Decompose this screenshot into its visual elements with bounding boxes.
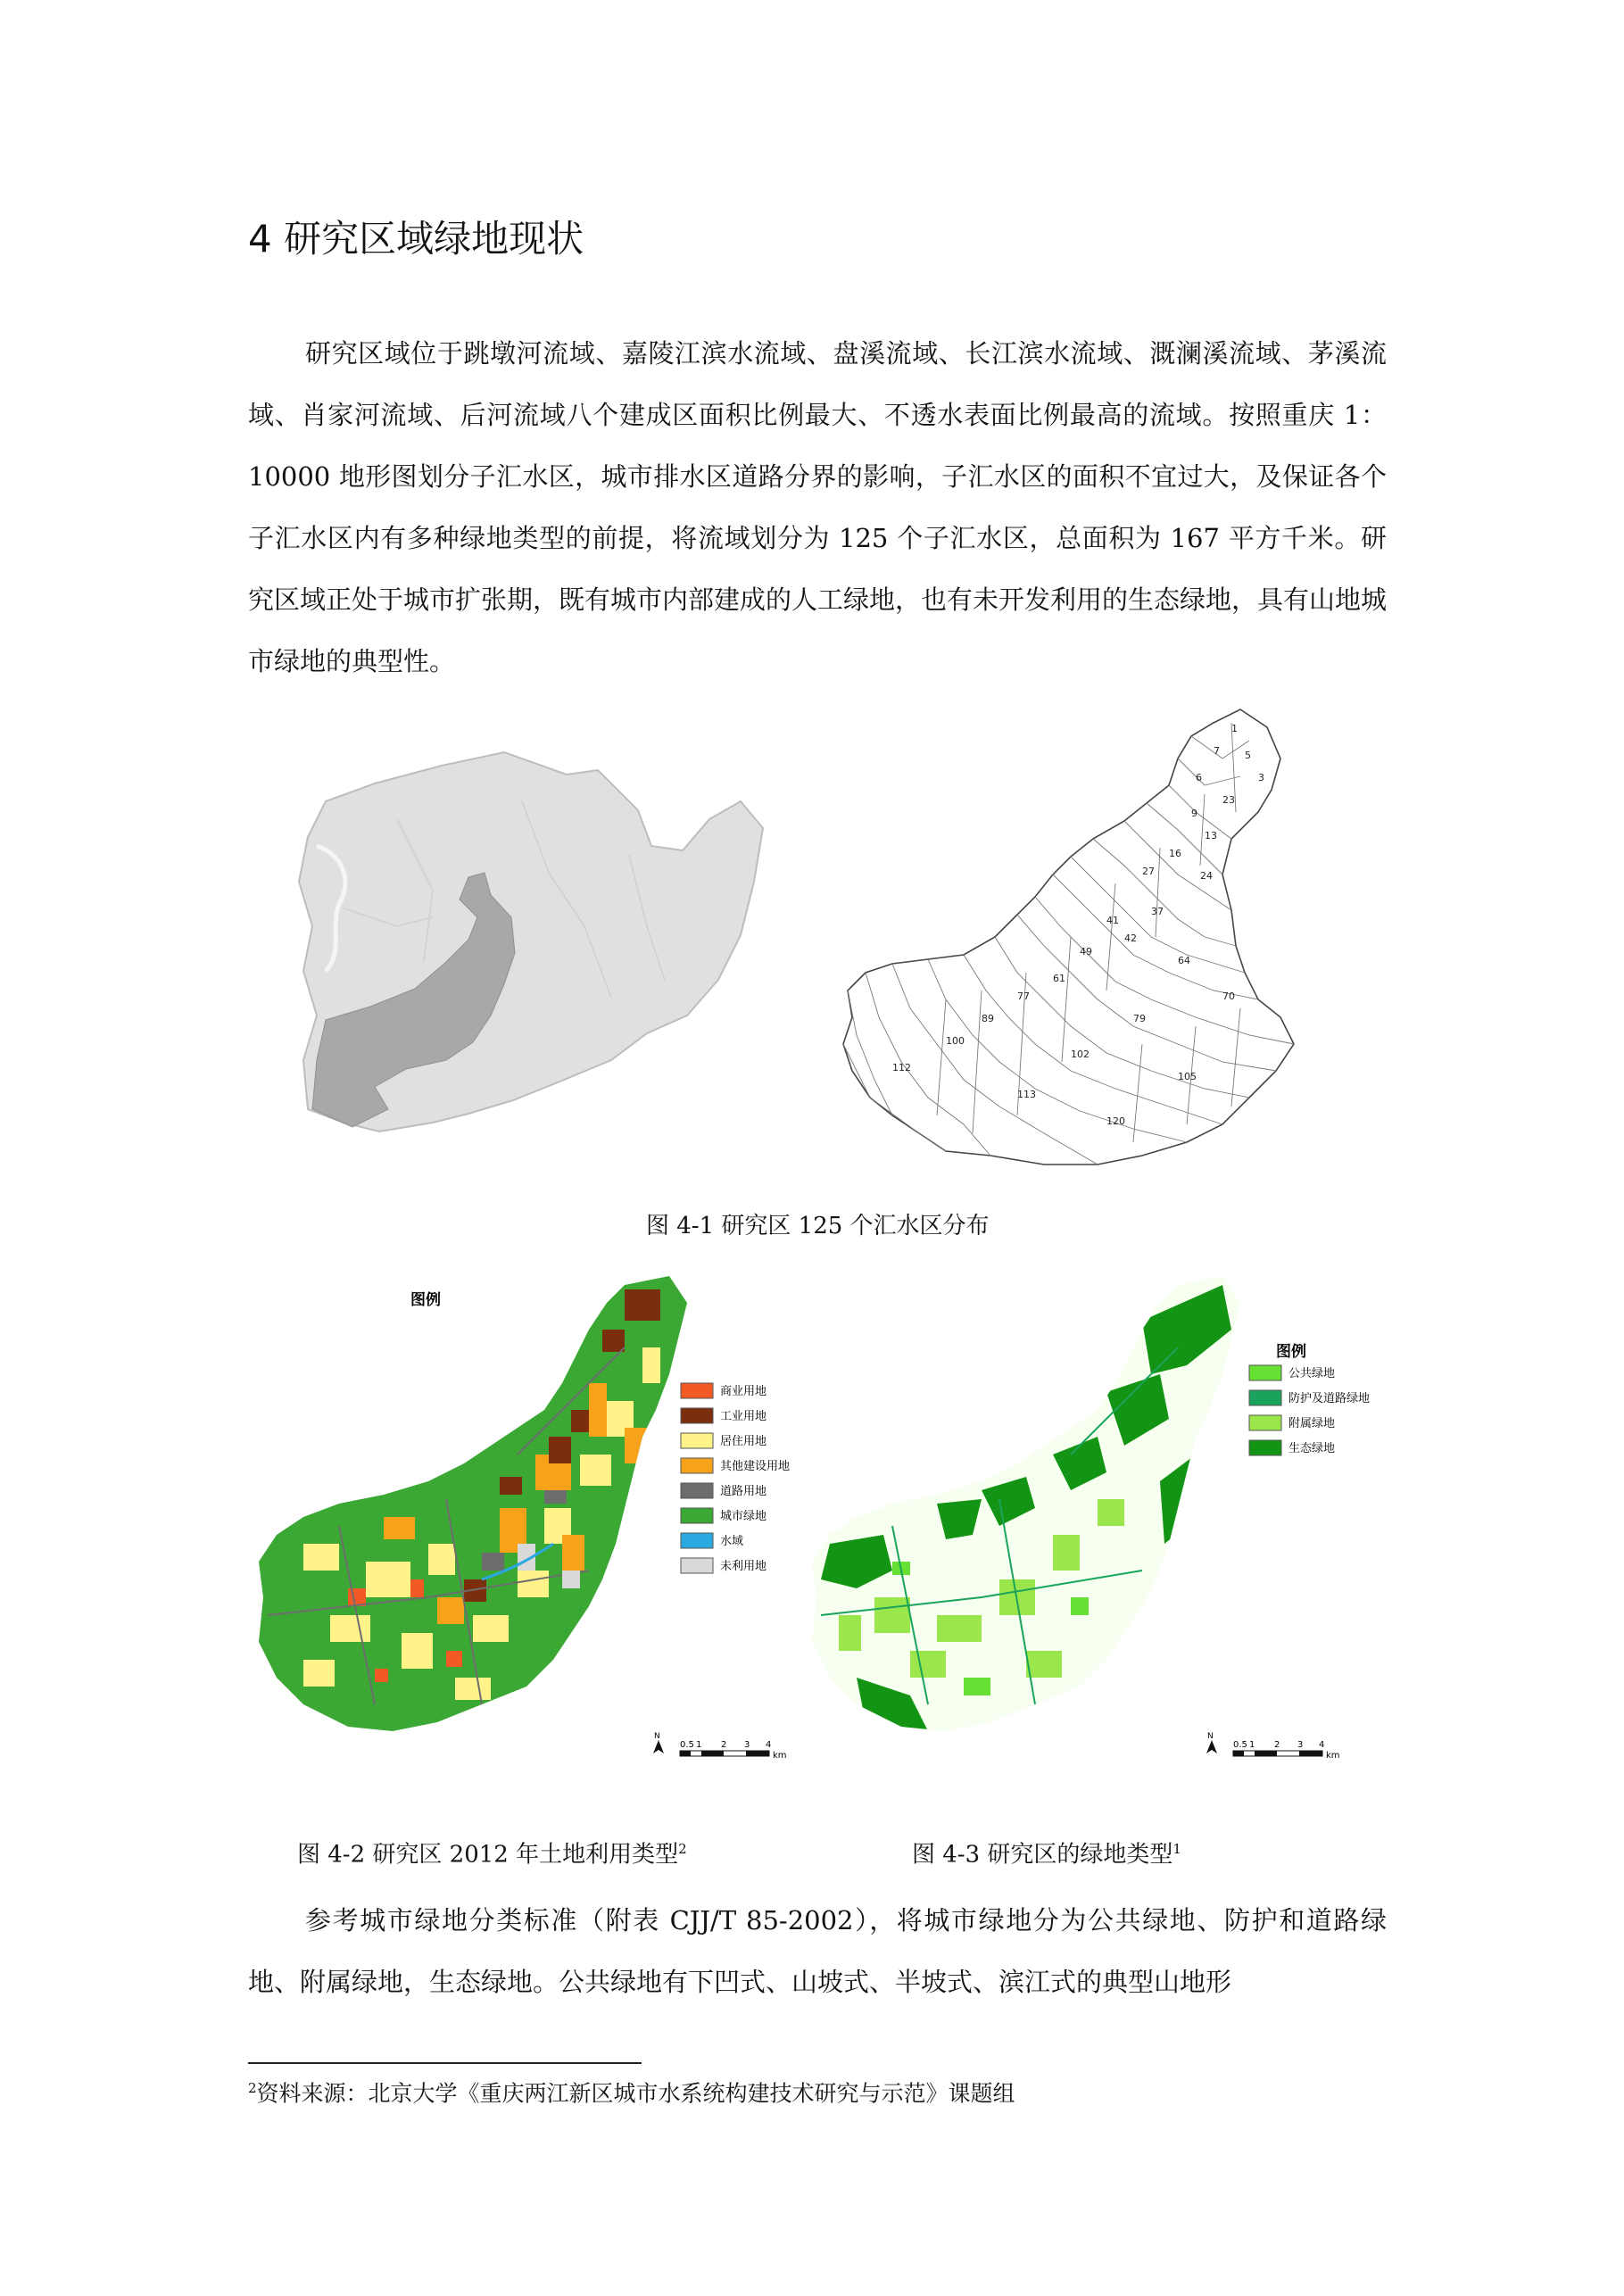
figure-4-3-caption: 图 4-3 研究区的绿地类型$^1$ — [912, 1841, 1181, 1869]
legend-item-label: 城市绿地 — [720, 1510, 767, 1523]
subcatchment-label: 5 — [1245, 750, 1251, 761]
body-paragraph-1: 研究区域位于跳墩河流域、嘉陵江滨水流域、盘溪流域、长江滨水流域、溉澜溪流域、茅溪流域、肖家河流域、后河流域八个建成区面积比例最大、不透水表面比例最高的流域。按照重庆 1：10000 地形图划分子汇水区，城市排水区道路分界的影响，子汇水区的面积不宜过大，及保证各个子汇水区内有多种绿地类型的前提，将流域划分为 125 个子汇水区，总面积为 167 平方千米。研究区域正处于城市扩张期，既有城市内部建成的人工绿地，也有未开发利用的生态绿地，具有山地城市绿地的典型性。 — [248, 338, 1388, 676]
subcatchment-label: 13 — [1205, 830, 1217, 841]
scale-label: 0.5 — [1233, 1740, 1247, 1750]
scale-unit: km — [773, 1751, 787, 1761]
scale-label: 3 — [744, 1740, 750, 1750]
scale-bar — [1233, 1740, 1340, 1761]
subcatchment-label: 1 — [1231, 723, 1238, 734]
legend-item-label: 未利用地 — [720, 1560, 767, 1573]
subcatchment-label: 27 — [1142, 866, 1155, 877]
legend-title: 图例 — [410, 1291, 441, 1309]
land-use-map — [250, 1276, 812, 1785]
subcatchment-label: 37 — [1151, 906, 1164, 917]
legend-item-label: 商业用地 — [720, 1385, 767, 1398]
body-paragraph-2: 参考城市绿地分类标准（附表 CJJ/T 85-2002），将城市绿地分为公共绿地、防护和道路绿地、附属绿地，生态绿地。公共绿地有下凹式、山坡式、半坡式、滨江式的典型山地形 — [248, 1905, 1387, 1997]
footnote-divider — [248, 2062, 642, 2064]
scale-bar — [680, 1740, 787, 1761]
subcatchment-label: 113 — [1017, 1089, 1036, 1100]
land-use-legend — [681, 1383, 790, 1573]
subcatchment-map — [839, 705, 1303, 1182]
region-context-map — [290, 748, 776, 1136]
subcatchment-label: 41 — [1106, 915, 1119, 926]
subcatchment-label: 70 — [1222, 991, 1235, 1002]
scale-label: 0.5 — [680, 1740, 694, 1750]
legend-item-label: 生态绿地 — [1288, 1442, 1336, 1455]
legend-item-label: 道路用地 — [720, 1485, 767, 1498]
subcatchment-label: 49 — [1080, 946, 1092, 957]
legend-item-label: 居住用地 — [720, 1435, 767, 1448]
svg-text:N: N — [654, 1732, 660, 1741]
legend-item-label: 公共绿地 — [1288, 1367, 1336, 1380]
scale-label: 1 — [1249, 1740, 1255, 1750]
footnote-text: 资料来源：北京大学《重庆两江新区城市水系统构建技术研究与示范》课题组 — [256, 2080, 1015, 2107]
green-space-legend — [1249, 1365, 1370, 1455]
legend-item-label: 防护及道路绿地 — [1288, 1392, 1371, 1405]
figure-4-2-caption: 图 4-2 研究区 2012 年土地利用类型$^2$ — [297, 1841, 687, 1869]
subcatchment-outline — [843, 709, 1294, 1165]
scale-label: 2 — [1274, 1740, 1280, 1750]
green-space-map — [803, 1276, 1374, 1785]
scale-label: 4 — [1319, 1740, 1325, 1750]
legend-item-label: 附属绿地 — [1288, 1417, 1336, 1430]
subcatchment-label: 6 — [1196, 772, 1202, 783]
figure-4-1-caption: 图 4-1 研究区 125 个汇水区分布 — [646, 1213, 990, 1239]
subcatchment-label: 79 — [1133, 1013, 1146, 1024]
north-arrow-icon — [1206, 1732, 1217, 1753]
subcatchment-label: 102 — [1071, 1049, 1090, 1060]
subcatchment-label: 100 — [946, 1035, 965, 1047]
subcatchment-label: 24 — [1200, 870, 1213, 882]
svg-text:N: N — [1207, 1732, 1214, 1741]
footnote-marker: 2 — [248, 2080, 257, 2096]
subcatchment-label: 3 — [1258, 772, 1264, 783]
subcatchment-label: 120 — [1106, 1115, 1125, 1127]
scale-label: 3 — [1297, 1740, 1304, 1750]
subcatchment-label: 42 — [1124, 932, 1137, 944]
section-heading: 4 研究区域绿地现状 — [248, 217, 584, 261]
legend-title: 图例 — [1276, 1343, 1306, 1361]
subcatchment-label: 64 — [1178, 955, 1190, 966]
subcatchment-label: 23 — [1222, 794, 1235, 806]
legend-item-label: 水域 — [720, 1535, 744, 1548]
north-arrow-icon — [653, 1732, 664, 1753]
subcatchment-label: 9 — [1191, 808, 1197, 819]
subcatchment-label: 89 — [982, 1013, 994, 1024]
subcatchment-label: 16 — [1169, 848, 1181, 859]
footnote-marker: 1 — [1172, 1841, 1181, 1857]
subcatchment-label: 105 — [1178, 1071, 1197, 1082]
scale-label: 1 — [696, 1740, 702, 1750]
scale-unit: km — [1326, 1751, 1340, 1761]
footnote — [248, 2073, 1015, 2109]
legend-item-label: 工业用地 — [720, 1410, 767, 1423]
scale-label: 4 — [766, 1740, 772, 1750]
subcatchment-label: 7 — [1214, 745, 1220, 757]
scale-label: 2 — [721, 1740, 727, 1750]
subcatchment-label: 77 — [1017, 991, 1030, 1002]
footnote-marker: 2 — [678, 1841, 687, 1857]
legend-item-label: 其他建设用地 — [720, 1460, 791, 1473]
subcatchment-label: 112 — [892, 1062, 911, 1073]
subcatchment-label: 61 — [1053, 973, 1065, 984]
